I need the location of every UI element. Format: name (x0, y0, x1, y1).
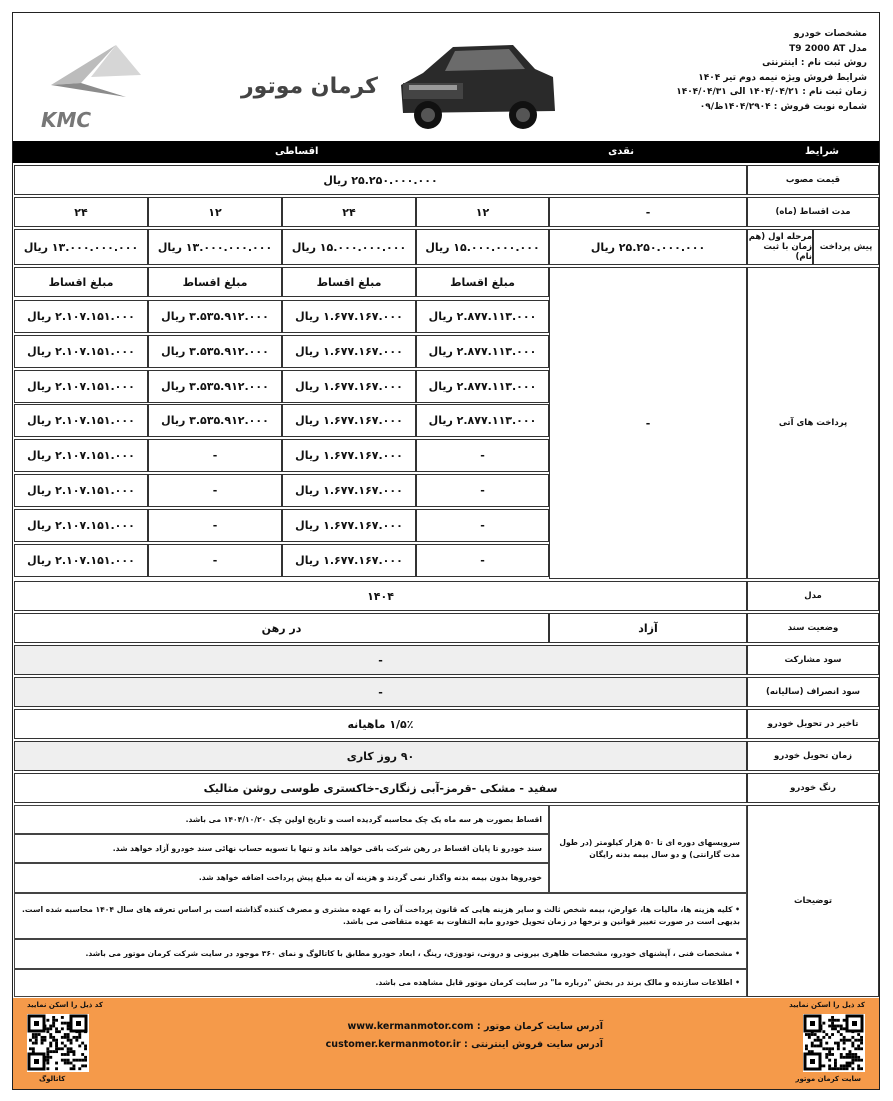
installment-amount: ۳.۵۳۵.۹۱۲.۰۰۰ ریال (148, 404, 282, 437)
installment-amount: - (416, 544, 549, 577)
logo-fa: کرمان موتور (241, 74, 378, 99)
installment-amount: ۳.۵۳۵.۹۱۲.۰۰۰ ریال (148, 335, 282, 368)
term-cell: ۱۲ (148, 197, 282, 227)
shop-label: آدرس سایت فروش اینترنتی : (464, 1039, 603, 1050)
installment-amount: ۱.۶۷۷.۱۶۷.۰۰۰ ریال (282, 370, 416, 403)
notes-label: توضیحات (747, 805, 879, 997)
car-image (383, 33, 568, 139)
note-3: خودروها بدون بیمه بدنه واگذار نمی گردند و هزینه آن به مبلغ پیش پرداخت اضافه خواهد شد. (14, 863, 549, 893)
installment-amount: ۱.۶۷۷.۱۶۷.۰۰۰ ریال (282, 335, 416, 368)
installment-amount: ۲.۸۷۷.۱۱۳.۰۰۰ ریال (416, 300, 549, 333)
installment-amount: ۲.۱۰۷.۱۵۱.۰۰۰ ریال (14, 370, 148, 403)
installment-amount: ۲.۸۷۷.۱۱۳.۰۰۰ ریال (416, 370, 549, 403)
logo-en: KMC (41, 108, 92, 132)
doc-label: وضعیت سند (747, 613, 879, 643)
installment-amount: ۲.۱۰۷.۱۵۱.۰۰۰ ریال (14, 404, 148, 437)
prepay-cell: ۱۵.۰۰۰.۰۰۰.۰۰۰ ریال (282, 229, 416, 265)
delivery-label: زمان تحویل خودرو (747, 741, 879, 771)
cancel-value: - (14, 677, 747, 707)
installment-amount: - (416, 439, 549, 472)
shop-url-link[interactable]: customer.kermanmotor.ir (325, 1039, 461, 1050)
model-value: ۱۴۰۴ (14, 581, 747, 611)
note-6: • اطلاعات سازنده و مالک برند در بخش "درباره ما" در سایت کرمان موتور قابل مشاهده می باشد. (14, 969, 747, 997)
installment-amount: - (148, 544, 282, 577)
term-cell: ۱۲ (416, 197, 549, 227)
delay-value: ۱/۵٪ ماهیانه (14, 709, 747, 739)
partnership-value: - (14, 645, 747, 675)
term-label: مدت اقساط (ماه) (747, 197, 879, 227)
kmc-logo (31, 35, 378, 135)
partnership-label: سود مشارکت (747, 645, 879, 675)
stage1-label: مرحله اول (هم زمان با ثبت نام) (747, 229, 813, 265)
prepay-cell: ۱۳.۰۰۰.۰۰۰.۰۰۰ ریال (14, 229, 148, 265)
term-cell: ۲۴ (14, 197, 148, 227)
note-1: اقساط بصورت هر سه ماه یک چک محاسبه گردیده است و تاریخ اولین چک ۱۴۰۴/۱۰/۲۰ می باشد. (14, 805, 549, 834)
installment-amount: ۱.۶۷۷.۱۶۷.۰۰۰ ریال (282, 439, 416, 472)
note-service: سرویسهای دوره ای تا ۵۰ هزار کیلومتر (در طول مدت گارانتی) و دو سال بیمه بدنه رایگان (549, 805, 747, 893)
note-4: • کلیه هزینه ها، مالیات ها، عوارض، بیمه شخص ثالث و سایر هزینه هایی که قانون پرداخت آن را به عهده مشتری و مصرف کننده گذاشته است بر اساس تعرفه های سال ۱۴۰۴ محاسبه شده است. بدیهی است در صورت تغییر قوانین و نرخها در زمان تحویل خودرو مابه التفاوت به عهده متقاضی می باشد. (14, 893, 747, 939)
future-payments-label: پرداخت های آتی (747, 267, 879, 579)
qr-left-caption: کد ذیل را اسکن نمایید (27, 1001, 103, 1009)
term-cash: - (549, 197, 747, 227)
installment-amount: - (416, 474, 549, 507)
color-value: سفید - مشکی -قرمز-آبی زنگاری-خاکستری طوسی روشن متالیک (14, 773, 747, 803)
doc-installment: در رهن (14, 613, 549, 643)
qr-code-catalog[interactable] (27, 1014, 89, 1072)
footer (13, 998, 879, 1089)
installment-amount: ۲.۱۰۷.۱۵۱.۰۰۰ ریال (14, 474, 148, 507)
hdr-installment: اقساطی (275, 146, 319, 157)
qr-code-site[interactable] (803, 1014, 865, 1072)
spec-block (607, 27, 867, 114)
installment-amount: ۱.۶۷۷.۱۶۷.۰۰۰ ریال (282, 509, 416, 542)
installment-header: مبلغ اقساط (14, 267, 148, 297)
delay-label: تاخیر در تحویل خودرو (747, 709, 879, 739)
spec-settlement: شماره نوبت فروش : ۱۴۰۴/۲۹۰۴ظ/۰۹ (699, 101, 867, 112)
installment-amount: ۲.۱۰۷.۱۵۱.۰۰۰ ریال (14, 300, 148, 333)
installment-amount: ۱.۶۷۷.۱۶۷.۰۰۰ ریال (282, 404, 416, 437)
prepay-cell: ۱۳.۰۰۰.۰۰۰.۰۰۰ ریال (148, 229, 282, 265)
qr-left-label: کاتالوگ (39, 1075, 66, 1083)
spec-reg-time: زمان ثبت نام : ۱۴۰۴/۰۴/۲۱ الی ۱۴۰۴/۰۴/۳۱ (676, 87, 867, 97)
installment-amount: ۲.۸۷۷.۱۱۳.۰۰۰ ریال (416, 404, 549, 437)
prepay-label: پیش پرداخت (813, 229, 879, 265)
installment-amount: ۱.۶۷۷.۱۶۷.۰۰۰ ریال (282, 300, 416, 333)
kmc-logo-mark (31, 35, 378, 135)
installment-amount: - (148, 439, 282, 472)
installment-amount: - (148, 509, 282, 542)
installment-header: مبلغ اقساط (148, 267, 282, 297)
installment-amount: ۱.۶۷۷.۱۶۷.۰۰۰ ریال (282, 474, 416, 507)
note-5: • مشخصات فنی ، آپشنهای خودرو، مشخصات ظاهری بیرونی و درونی، تودوزی، رینگ ، ابعاد خودرو مطابق با کاتالوگ و نمای ۳۶۰ موجود در سایت شرکت کرمان موتور می باشد. (14, 939, 747, 969)
installment-header: مبلغ اقساط (416, 267, 549, 297)
prepay-cash: ۲۵.۲۵۰.۰۰۰.۰۰۰ ریال (549, 229, 747, 265)
note-2: سند خودرو تا پایان اقساط در رهن شرکت باقی خواهد ماند و تنها با تسویه حساب نهائی سند خودرو آزاد خواهد شد. (14, 834, 549, 863)
installment-amount: ۱.۶۷۷.۱۶۷.۰۰۰ ریال (282, 544, 416, 577)
qr-right-caption: کد ذیل را اسکن نمایید (789, 1001, 865, 1009)
installment-amount: - (416, 509, 549, 542)
spec-model: مدل T9 2000 AT (789, 43, 867, 54)
qr-right-label: سایت کرمان موتور (795, 1075, 861, 1083)
hdr-cash: نقدی (608, 146, 634, 157)
installment-amount: ۲.۱۰۷.۱۵۱.۰۰۰ ریال (14, 335, 148, 368)
term-cell: ۲۴ (282, 197, 416, 227)
prepay-cell: ۱۵.۰۰۰.۰۰۰.۰۰۰ ریال (416, 229, 549, 265)
delivery-value: ۹۰ روز کاری (14, 741, 747, 771)
installment-header: مبلغ اقساط (282, 267, 416, 297)
future-payments-cash: - (549, 267, 747, 579)
doc-cash: آزاد (549, 613, 747, 643)
color-label: رنگ خودرو (747, 773, 879, 803)
installment-amount: ۲.۱۰۷.۱۵۱.۰۰۰ ریال (14, 439, 148, 472)
installment-amount: ۳.۵۳۵.۹۱۲.۰۰۰ ریال (148, 370, 282, 403)
model-label: مدل (747, 581, 879, 611)
table-header-bar (13, 141, 879, 163)
approved-price-value: ۲۵.۲۵۰.۰۰۰.۰۰۰ ریال (14, 165, 747, 195)
installment-amount: ۲.۸۷۷.۱۱۳.۰۰۰ ریال (416, 335, 549, 368)
footer-links (313, 1018, 603, 1054)
spec-conditions: شرایط فروش ویژه نیمه دوم تیر ۱۴۰۴ (698, 72, 867, 83)
approved-price-label: قیمت مصوب (747, 165, 879, 195)
hdr-conditions: شرایط (805, 146, 839, 157)
site-url-link[interactable]: www.kermanmotor.com (347, 1021, 474, 1032)
spec-reg-method: روش ثبت نام : اینترنتی (762, 58, 867, 68)
installment-amount: ۲.۱۰۷.۱۵۱.۰۰۰ ریال (14, 544, 148, 577)
installment-amount: ۳.۵۳۵.۹۱۲.۰۰۰ ریال (148, 300, 282, 333)
header (13, 13, 879, 139)
site-label: آدرس سایت کرمان موتور : (476, 1021, 603, 1032)
installment-amount: ۲.۱۰۷.۱۵۱.۰۰۰ ریال (14, 509, 148, 542)
spec-title: مشخصات خودرو (793, 29, 867, 39)
cancel-label: سود انصراف (سالیانه) (747, 677, 879, 707)
installment-amount: - (148, 474, 282, 507)
